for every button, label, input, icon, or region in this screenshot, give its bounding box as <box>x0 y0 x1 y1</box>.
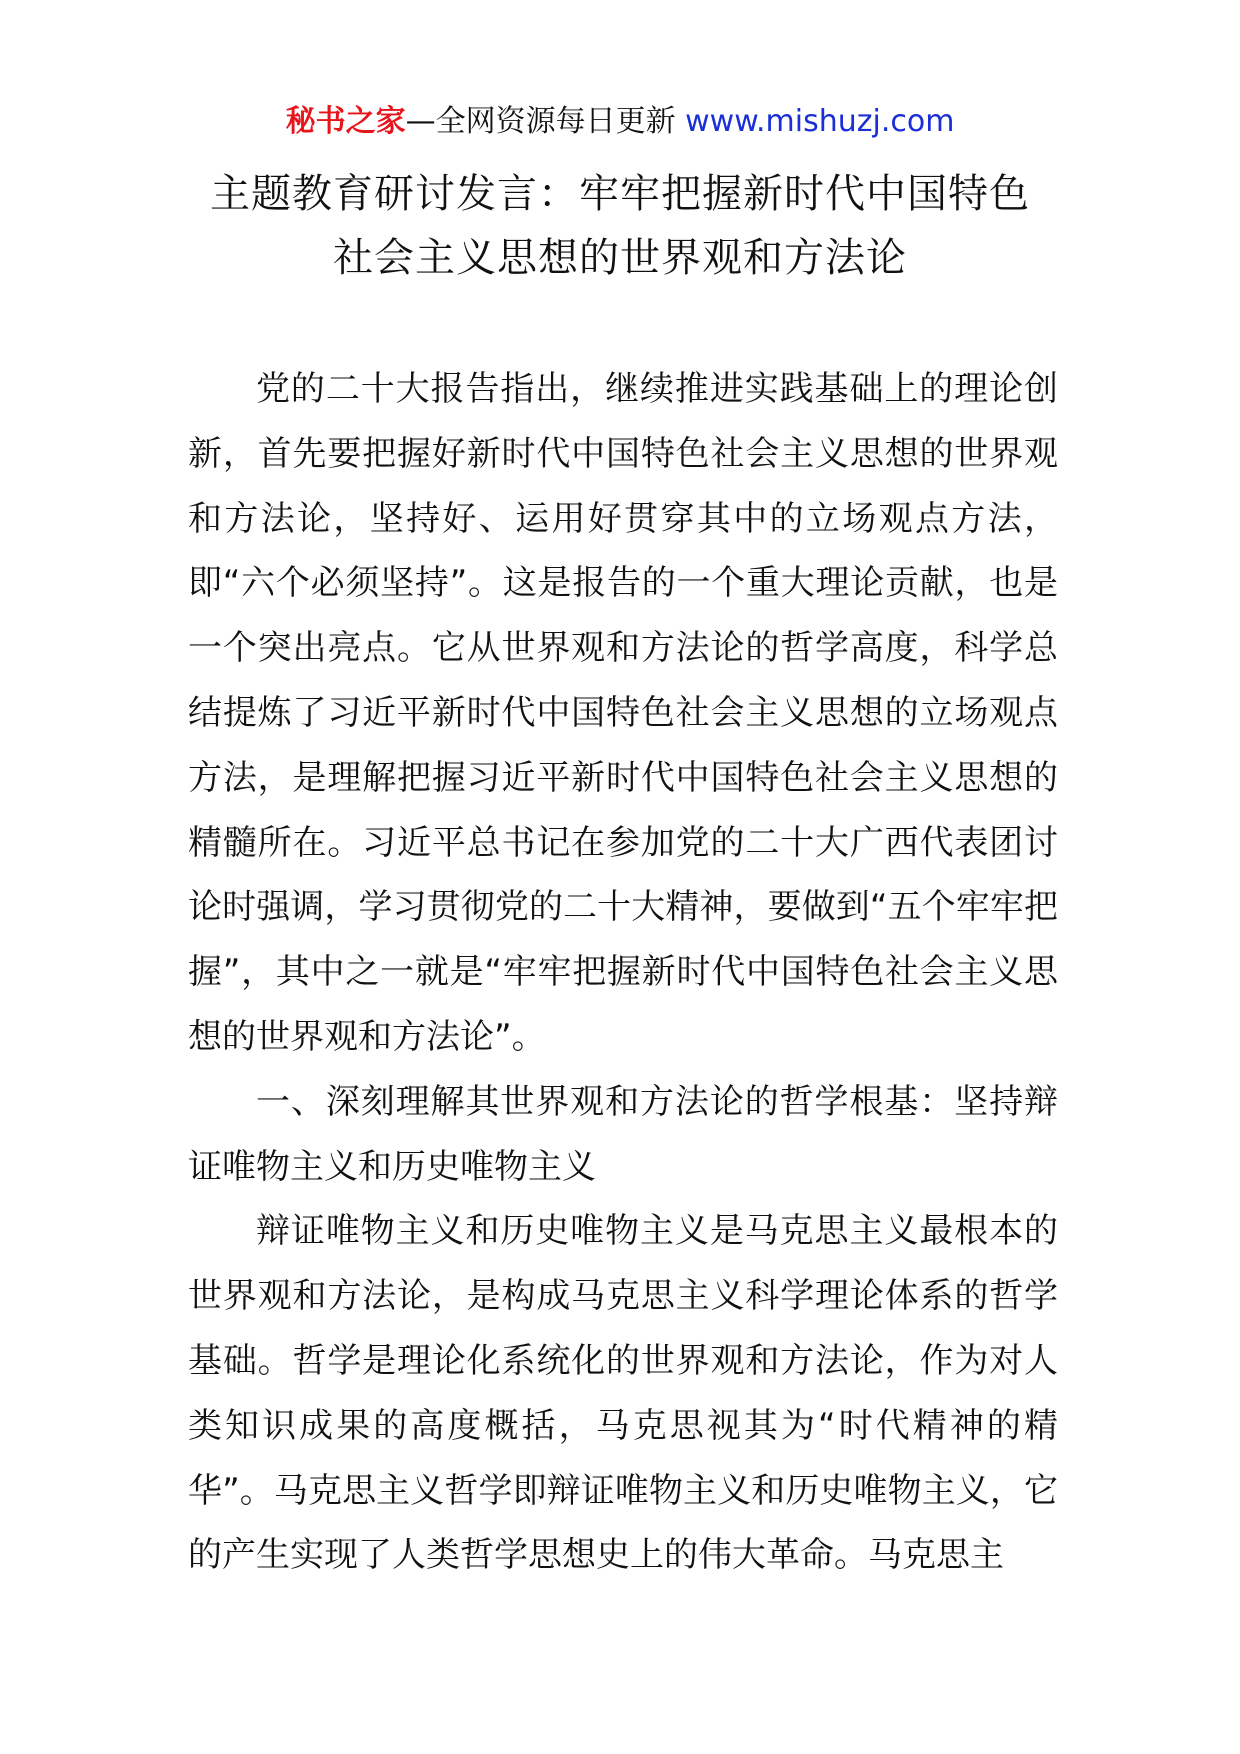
site-tagline: —全网资源每日更新 <box>405 104 686 139</box>
site-url-link[interactable]: www.mishuzj.com <box>685 104 955 139</box>
paragraph-section-1: 辩证唯物主义和历史唯物主义是马克思主义最根本的世界观和方法论，是构成马克思主义科学理论体系的哲学基础。哲学是理论化系统化的世界观和方法论，作为对人类知识成果的高度概括，马克思视其为“时代精神的精华”。马克思主义哲学即辩证唯物主义和历史唯物主义，它的产生实现了人类哲学思想史上的伟大革命。马克思主 <box>188 1211 1058 1576</box>
paragraph-intro: 党的二十大报告指出，继续推进实践基础上的理论创新，首先要把握好新时代中国特色社会主义思想的世界观和方法论，坚持好、运用好贯穿其中的立场观点方法，即“六个必须坚持”。这是报告的一个重大理论贡献，也是一个突出亮点。它从世界观和方法论的哲学高度，科学总结提炼了习近平新时代中国特色社会主义思想的立场观点方法，是理解把握习近平新时代中国特色社会主义思想的精髓所在。习近平总书记在参加党的二十大广西代表团讨论时强调，学习贯彻党的二十大精神，要做到“五个牢牢把握”，其中之一就是“牢牢把握新时代中国特色社会主义思想的世界观和方法论”。 <box>188 369 1058 1057</box>
document-title <box>0 162 1240 290</box>
section-heading-1: 一、深刻理解其世界观和方法论的哲学根基：坚持辩证唯物主义和历史唯物主义 <box>188 1081 1058 1187</box>
site-brand: 秘书之家 <box>285 104 406 139</box>
title-line-2: 社会主义思想的世界观和方法论 <box>333 235 907 281</box>
document-body <box>188 357 1058 1588</box>
title-line-1: 主题教育研讨发言：牢牢把握新时代中国特色 <box>210 171 1030 217</box>
site-header <box>0 100 1240 144</box>
